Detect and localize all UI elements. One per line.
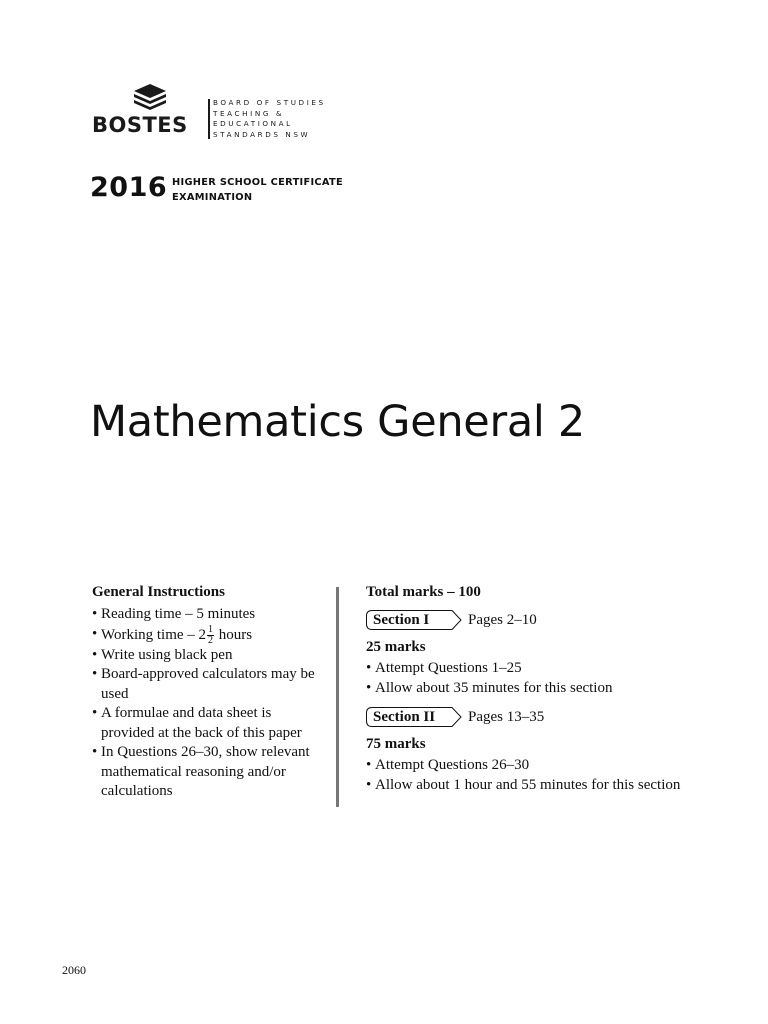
instruction-item: • Write using black pen xyxy=(92,646,328,666)
logo-line: BOARD OF STUDIES xyxy=(213,98,326,107)
logo-line: STANDARDS NSW xyxy=(213,129,311,139)
instruction-item: • In Questions 26–30, show relevant mathematical reasoning and/or calculations xyxy=(92,743,328,802)
logo-wordmark: BOSTES xyxy=(92,113,188,137)
total-marks: Total marks – 100 xyxy=(366,584,481,600)
section-label: Section II xyxy=(373,709,436,725)
exam-year: 2016 xyxy=(90,172,168,203)
instruction-item: • Reading time – 5 minutes xyxy=(92,605,328,625)
paper-title: Mathematics General 2 xyxy=(90,396,585,447)
section-header xyxy=(366,705,726,729)
logo-line: TEACHING & xyxy=(213,108,285,118)
fraction-denominator: 2 xyxy=(208,634,214,646)
fraction-numerator: 1 xyxy=(208,623,214,635)
column-divider xyxy=(336,587,339,807)
working-time-text: Working time – 2 xyxy=(101,626,207,643)
bostes-logo xyxy=(92,82,352,142)
section-marks: 25 marks xyxy=(366,639,426,655)
logo-divider xyxy=(208,99,210,139)
paper-code: 2060 xyxy=(62,963,86,977)
section-header xyxy=(366,608,726,632)
section-pages: Pages 2–10 xyxy=(468,612,537,628)
section-item: • Allow about 35 minutes for this section xyxy=(366,679,726,699)
section-item: • Attempt Questions 1–25 xyxy=(366,659,726,679)
section-marks: 75 marks xyxy=(366,736,426,752)
instruction-item-working-time xyxy=(92,625,328,646)
section-tab xyxy=(366,610,462,630)
section-item: • Allow about 1 hour and 55 minutes for this section xyxy=(366,776,726,796)
exam-type-line: HIGHER SCHOOL CERTIFICATE xyxy=(172,177,344,188)
section-tab xyxy=(366,707,462,727)
logo-line: EDUCATIONAL xyxy=(213,119,293,129)
instructions-heading: General Instructions xyxy=(92,584,225,600)
half-fraction xyxy=(207,625,214,646)
instruction-item: • A formulae and data sheet is provided at the back of this paper xyxy=(92,704,328,743)
general-instructions xyxy=(92,583,328,802)
section-pages: Pages 13–35 xyxy=(468,709,545,725)
section-item: • Attempt Questions 26–30 xyxy=(366,756,726,776)
exam-type xyxy=(172,175,343,205)
exam-type-line: EXAMINATION xyxy=(172,192,253,203)
instruction-item: • Board-approved calculators may be used xyxy=(92,665,328,704)
section-label: Section I xyxy=(373,612,430,628)
marks-summary xyxy=(366,583,726,795)
working-time-unit: hours xyxy=(215,626,253,643)
stacked-books-icon xyxy=(132,82,168,112)
logo-subtitle xyxy=(213,98,326,140)
